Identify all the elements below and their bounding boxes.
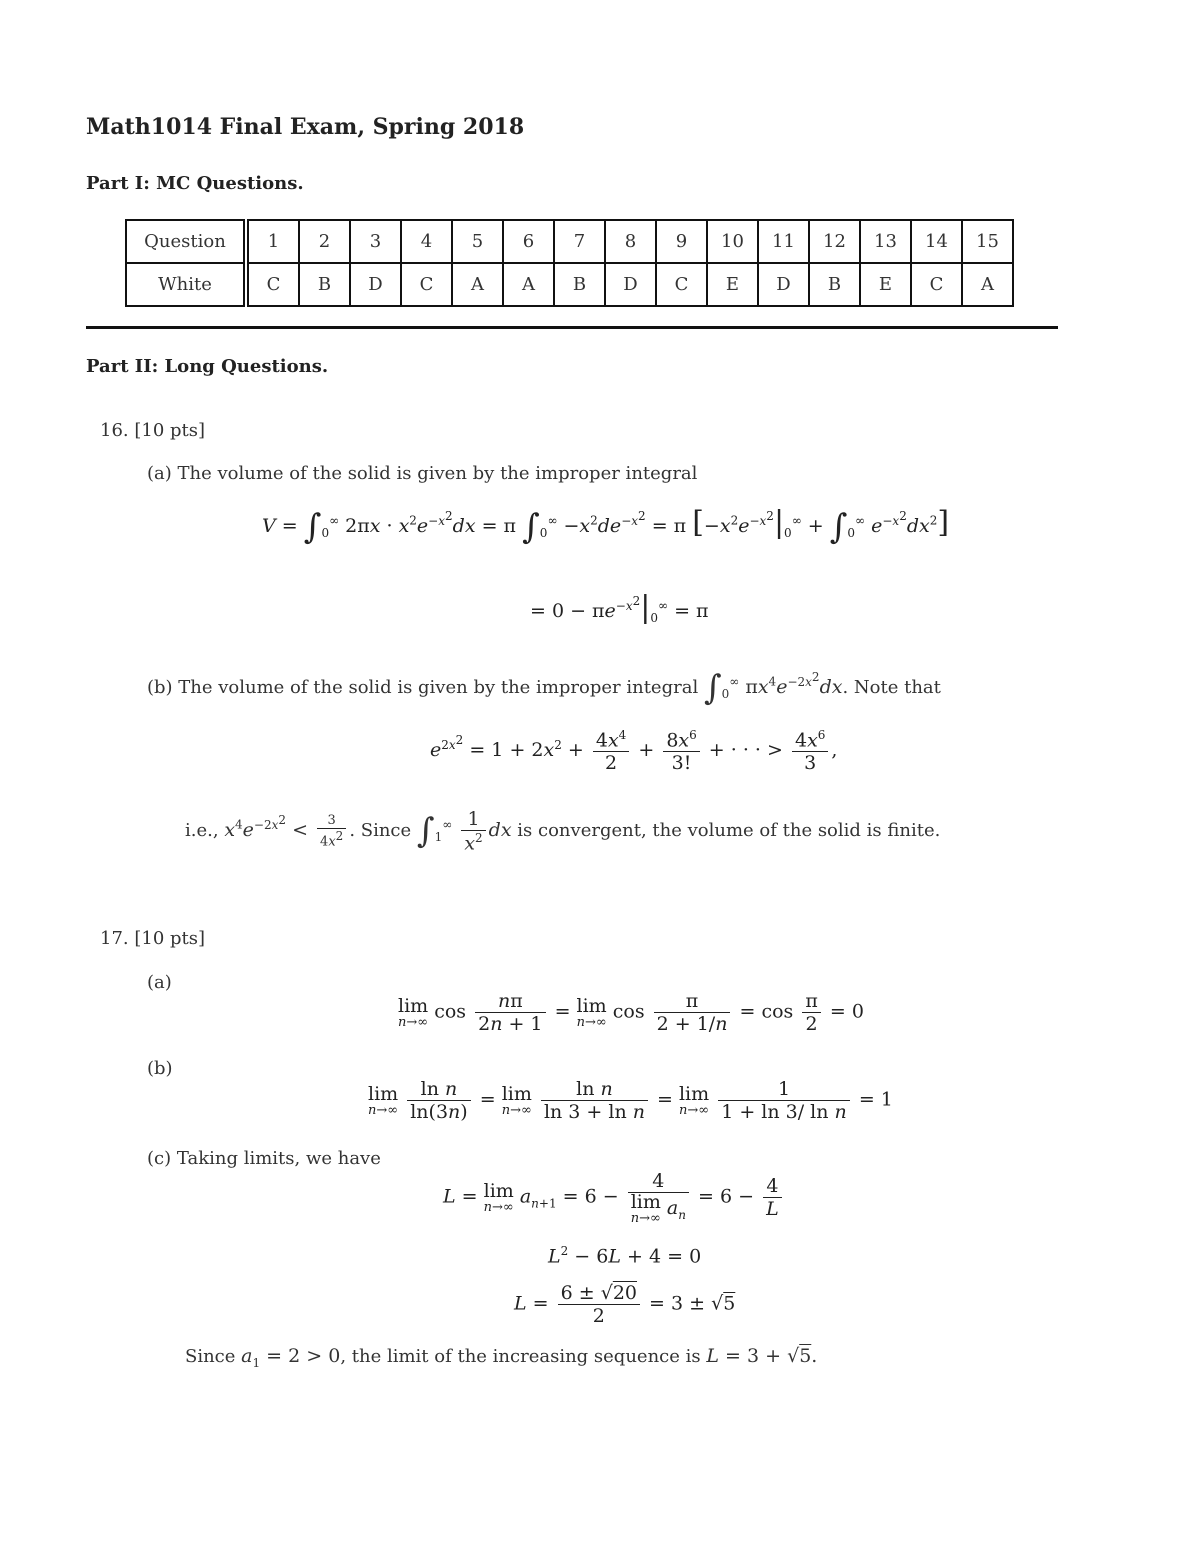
q16b-convergent: is convergent, the volume of the solid is finite. — [517, 820, 941, 842]
answer-letter: A — [503, 263, 554, 306]
question-number: 2 — [299, 220, 350, 263]
q16b-ie: i.e., — [185, 820, 219, 842]
q17c-equation-line2: $L^2 - 6L + 4 = 0$ — [548, 1244, 702, 1268]
part2-heading: Part II: Long Questions. — [86, 356, 329, 377]
question-number: 5 — [452, 220, 503, 263]
q16a-equation-line1: $V = \int_0^\infty$ $2\pi x \cdot x^2e^{-x^2}dx = \pi$ $\int_0^\infty -x^2de^{-x^2} = \pi$ [$-x^2e^{-x^2}|_0^\infty + \int_0^\infty$ $e^{-x^2}dx^2$] — [262, 505, 950, 547]
q16a-equation-line2: = $0 - \pi e^{-x^2}|_0^\infty = \pi$ — [530, 590, 709, 625]
q16b-text-post: . Note that — [842, 677, 941, 698]
q17c-mid: , the limit of the increasing sequence is — [340, 1346, 701, 1367]
question-number: 10 — [707, 220, 758, 263]
question-number: 12 — [809, 220, 860, 263]
q17b-equation: lim n→∞ $\frac{\text{ln n}}{\ln(3n)}$ = lim n→∞ $\frac{\text{ln n}}{\text{ln 3 + ln n}}$ = lim n→∞ $\frac{1}{\text{1 + ln 3/ ln n}}$ = 1 — [368, 1078, 893, 1123]
q17c-conclusion: Since $a_1 = 2 > 0$, the limit of the increasing sequence is L = 3 + √5. — [185, 1345, 818, 1370]
answer-letter: C — [911, 263, 962, 306]
question-number: 6 — [503, 220, 554, 263]
mc-answer-table — [125, 219, 1014, 307]
answer-letter: D — [350, 263, 401, 306]
table-row-questions — [126, 220, 1013, 263]
question-number: 4 — [401, 220, 452, 263]
answer-letter: B — [554, 263, 605, 306]
q16b-series: $e^{2x^2} = 1 + 2x^2$ + $\frac{4x^4}{2}$ + $\frac{8x^6}{3!}$ + · · · > $\frac{4x^6}{3}$ , — [430, 728, 838, 775]
q16a-text: (a) The volume of the solid is given by the improper integral — [147, 463, 698, 484]
answer-letter: A — [452, 263, 503, 306]
question-number: 3 — [350, 220, 401, 263]
answer-letter: C — [246, 263, 299, 306]
question-number: 14 — [911, 220, 962, 263]
q17c-since: Since — [185, 1346, 236, 1367]
q17a-label: (a) — [147, 972, 172, 993]
answer-letter: B — [299, 263, 350, 306]
q16b-since: . Since — [349, 820, 412, 842]
answer-letter: C — [401, 263, 452, 306]
q16b-text: (b) The volume of the solid is given by the improper integral $\int_0^\infty$ $\pi x^4e^{-2x^2}dx$. Note that — [147, 668, 941, 708]
question-number: 1 — [246, 220, 299, 263]
question-number: 9 — [656, 220, 707, 263]
part1-heading: Part I: MC Questions. — [86, 173, 304, 194]
q17c-equation-line1: L = lim n→∞ $a_{n+1} = 6$ − 4 lim n→∞ $a_n$ = 6 − $\frac{4}{L}$ — [443, 1170, 785, 1225]
answer-letter: D — [605, 263, 656, 306]
q17a-equation: lim n→∞ cos $\frac{n\pi}{2n + 1}$ = lim n→∞ cos $\frac{\pi}{2 + 1/n}$ = cos $\frac{\pi}{2}$ = 0 — [398, 990, 864, 1035]
row-label-question: Question — [126, 220, 246, 263]
question-number: 7 — [554, 220, 605, 263]
answer-letter: C — [656, 263, 707, 306]
row-label-white: White — [126, 263, 246, 306]
question-number: 13 — [860, 220, 911, 263]
answer-letter: E — [707, 263, 758, 306]
answer-letter: B — [809, 263, 860, 306]
page-title: Math1014 Final Exam, Spring 2018 — [86, 114, 525, 140]
question-number: 11 — [758, 220, 809, 263]
q17c-equation-line3: L = $\frac{6 \pm √20}{2}$ = 3 ± √5 — [514, 1282, 736, 1327]
q17-header: 17. [10 pts] — [100, 928, 206, 949]
q16-header: 16. [10 pts] — [100, 420, 206, 441]
section-divider — [86, 326, 1058, 329]
question-number: 15 — [962, 220, 1013, 263]
q17b-label: (b) — [147, 1058, 173, 1079]
answer-letter: D — [758, 263, 809, 306]
q17c-text: (c) Taking limits, we have — [147, 1148, 381, 1169]
q16b-text-pre: (b) The volume of the solid is given by the improper integral — [147, 677, 699, 698]
table-row-answers — [126, 263, 1013, 306]
answer-letter: E — [860, 263, 911, 306]
q16b-conclusion: i.e., $x^4e^{-2x^2}$ < $\frac{3}{4x^2}$ . Since $\int_1^\infty$ $\frac{1}{x^2}$ dx is convergent, the volume of the solid is finite. — [185, 808, 941, 855]
question-number: 8 — [605, 220, 656, 263]
answer-letter: A — [962, 263, 1013, 306]
